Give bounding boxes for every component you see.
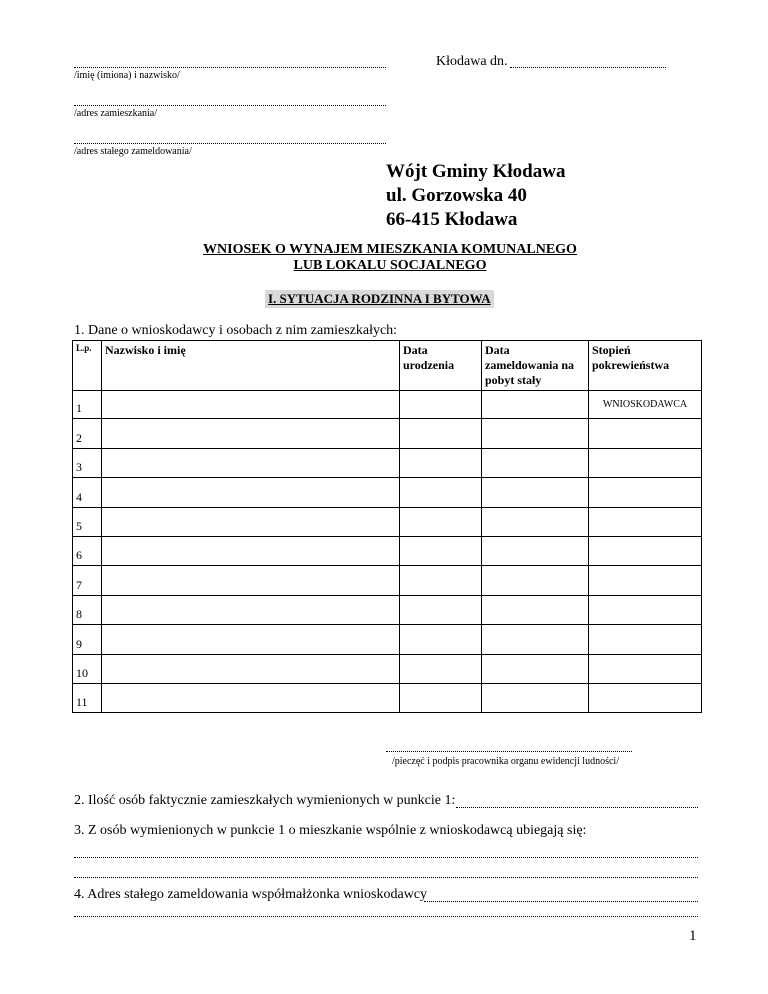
relationship-cell[interactable] <box>589 655 702 684</box>
header-relationship: Stopień pokrewieństwa <box>589 341 702 391</box>
header-registration-date: Data zameldowania na pobyt stały <box>482 341 589 391</box>
header-lp: L.p. <box>73 341 102 391</box>
stamp-signature-line[interactable] <box>386 742 632 752</box>
title-line2: LUB LOKALU SOCJALNEGO <box>293 258 487 273</box>
birth-date-cell[interactable] <box>400 449 482 478</box>
name-cell[interactable] <box>102 566 400 596</box>
address-label: /adres zamieszkania/ <box>74 108 158 119</box>
table-row <box>73 449 702 478</box>
relationship-cell[interactable] <box>589 537 702 566</box>
registration-date-cell[interactable] <box>482 449 589 478</box>
relationship-cell[interactable] <box>589 566 702 596</box>
relationship-cell[interactable] <box>589 478 702 508</box>
row-number: 10 <box>73 655 102 684</box>
table-row <box>73 419 702 449</box>
registration-date-cell[interactable] <box>482 537 589 566</box>
name-cell[interactable] <box>102 391 400 419</box>
registration-date-cell[interactable] <box>482 419 589 449</box>
registration-date-cell[interactable] <box>482 596 589 625</box>
title-line1: WNIOSEK O WYNAJEM MIESZKANIA KOMUNALNEGO <box>203 242 577 257</box>
name-cell[interactable] <box>102 508 400 537</box>
permanent-address-line[interactable] <box>74 134 386 144</box>
name-cell[interactable] <box>102 596 400 625</box>
relationship-cell[interactable] <box>589 508 702 537</box>
question-4: 4. Adres stałego zameldowania współmałżonka wnioskodawcy <box>74 887 428 902</box>
name-cell[interactable] <box>102 625 400 655</box>
row-number: 9 <box>73 625 102 655</box>
question-2: 2. Ilość osób faktycznie zamieszkałych wymienionych w punkcie 1: <box>74 793 456 808</box>
table-row <box>73 391 702 419</box>
birth-date-cell[interactable] <box>400 419 482 449</box>
header-name: Nazwisko i imię <box>102 341 400 391</box>
header-birth-date: Data urodzenia <box>400 341 482 391</box>
addressee-line2: ul. Gorzowska 40 <box>386 185 527 206</box>
name-cell[interactable] <box>102 684 400 713</box>
row-number: 1 <box>73 391 102 419</box>
question-3: 3. Z osób wymienionych w punkcie 1 o mieszkanie wspólnie z wnioskodawcą ubiegają się: <box>74 823 587 838</box>
stamp-signature-label: /pieczęć i podpis pracownika organu ewidencji ludności/ <box>392 756 619 767</box>
relationship-cell[interactable] <box>589 449 702 478</box>
registration-date-cell[interactable] <box>482 625 589 655</box>
table-header-row <box>73 341 702 391</box>
household-table <box>72 340 702 713</box>
name-line[interactable] <box>74 58 386 68</box>
date-line[interactable] <box>510 58 666 68</box>
registration-date-cell[interactable] <box>482 655 589 684</box>
table-row <box>73 478 702 508</box>
registration-date-cell[interactable] <box>482 566 589 596</box>
question-3-answer-line-1[interactable] <box>74 848 698 858</box>
table-row <box>73 625 702 655</box>
relationship-cell[interactable] <box>589 596 702 625</box>
relationship-cell[interactable] <box>589 625 702 655</box>
addressee-block <box>386 160 565 232</box>
question-1: 1. Dane o wnioskodawcy i osobach z nim zamieszkałych: <box>74 323 398 338</box>
birth-date-cell[interactable] <box>400 537 482 566</box>
row-number: 2 <box>73 419 102 449</box>
document-title <box>160 242 620 274</box>
relationship-cell[interactable] <box>589 684 702 713</box>
registration-date-cell[interactable] <box>482 508 589 537</box>
row-number: 11 <box>73 684 102 713</box>
addressee-line1: Wójt Gminy Kłodawa <box>386 161 566 182</box>
birth-date-cell[interactable] <box>400 566 482 596</box>
registration-date-cell[interactable] <box>482 478 589 508</box>
registration-date-cell[interactable] <box>482 391 589 419</box>
table-row <box>73 508 702 537</box>
place-date-label: Kłodawa dn. <box>436 54 508 69</box>
row-number: 8 <box>73 596 102 625</box>
page-number: 1 <box>689 928 697 944</box>
permanent-address-label: /adres stałego zameldowania/ <box>74 146 192 157</box>
row-number: 5 <box>73 508 102 537</box>
birth-date-cell[interactable] <box>400 391 482 419</box>
birth-date-cell[interactable] <box>400 625 482 655</box>
birth-date-cell[interactable] <box>400 596 482 625</box>
name-cell[interactable] <box>102 449 400 478</box>
relationship-cell[interactable] <box>589 419 702 449</box>
birth-date-cell[interactable] <box>400 684 482 713</box>
birth-date-cell[interactable] <box>400 508 482 537</box>
row-number: 4 <box>73 478 102 508</box>
relationship-cell: WNIOSKODAWCA <box>589 391 702 419</box>
address-line[interactable] <box>74 96 386 106</box>
name-cell[interactable] <box>102 655 400 684</box>
question-2-answer-line[interactable] <box>456 798 698 808</box>
question-4-answer-line-2[interactable] <box>74 907 698 917</box>
question-4-answer-line-1[interactable] <box>424 892 698 902</box>
table-row <box>73 655 702 684</box>
name-cell[interactable] <box>102 478 400 508</box>
row-number: 3 <box>73 449 102 478</box>
table-row <box>73 566 702 596</box>
birth-date-cell[interactable] <box>400 655 482 684</box>
name-label: /imię (imiona) i nazwisko/ <box>74 70 180 81</box>
birth-date-cell[interactable] <box>400 478 482 508</box>
table-row <box>73 684 702 713</box>
row-number: 7 <box>73 566 102 596</box>
row-number: 6 <box>73 537 102 566</box>
addressee-line3: 66-415 Kłodawa <box>386 209 518 230</box>
registration-date-cell[interactable] <box>482 684 589 713</box>
table-row <box>73 537 702 566</box>
name-cell[interactable] <box>102 419 400 449</box>
table-row <box>73 596 702 625</box>
name-cell[interactable] <box>102 537 400 566</box>
question-3-answer-line-2[interactable] <box>74 868 698 878</box>
section-heading: I. SYTUACJA RODZINNA I BYTOWA <box>265 290 494 308</box>
